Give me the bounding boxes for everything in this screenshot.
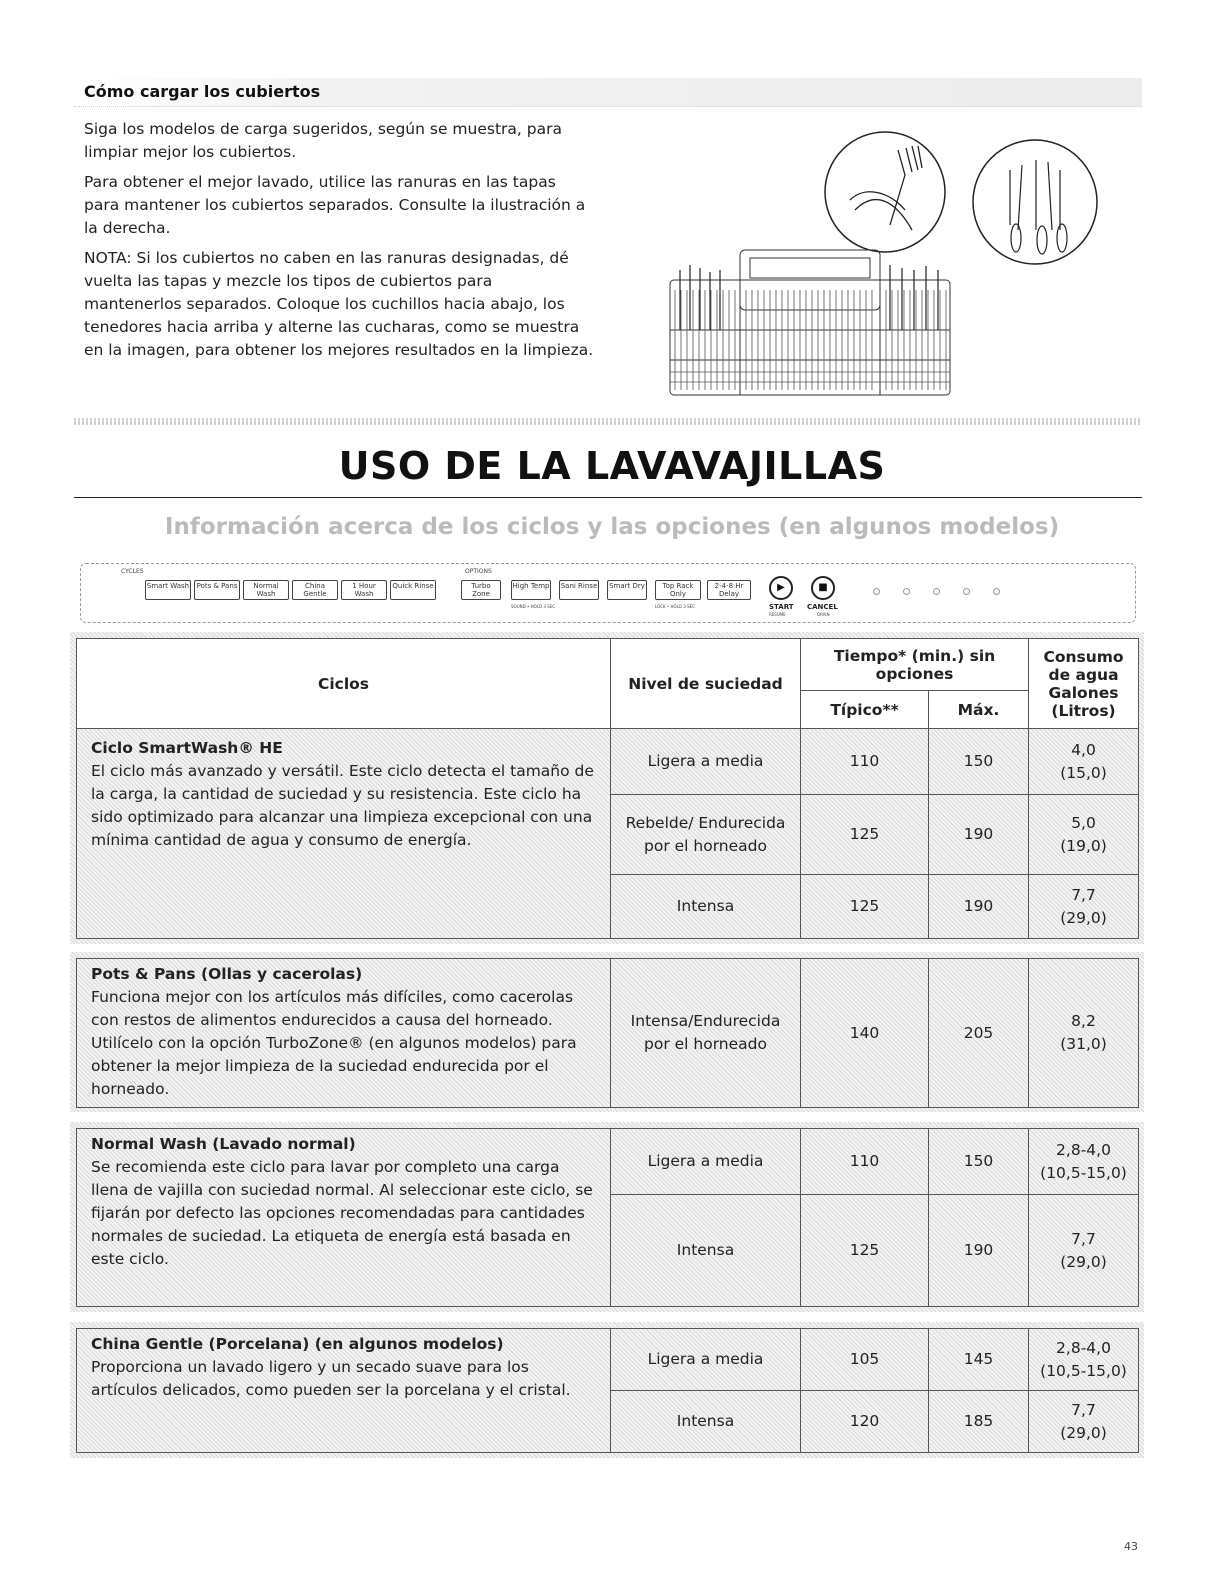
table-row <box>77 729 1139 795</box>
quick-rinse-button: Quick Rinse <box>390 580 436 600</box>
water-cell <box>1029 729 1139 795</box>
max-time-cell: 190 <box>929 875 1029 939</box>
water-liters: (19,0) <box>1060 836 1107 855</box>
water-gallons: 7,7 <box>1071 1229 1096 1248</box>
soil-level-cell: Intensa <box>611 1195 801 1307</box>
cutlery-heading: Cómo cargar los cubiertos <box>84 82 321 101</box>
cycle-description-cell <box>77 1129 611 1307</box>
header-time: Tiempo* (min.) sin opciones <box>801 639 1029 691</box>
lock-hold-label: LOCK • HOLD 3 SEC <box>655 604 695 609</box>
water-liters: (10,5-15,0) <box>1040 1361 1127 1380</box>
cycles-table-normal-wash <box>76 1128 1139 1307</box>
pots-pans-button: Pots & Pans <box>194 580 240 600</box>
soil-level-cell: Ligera a media <box>611 1329 801 1391</box>
header-cycles: Ciclos <box>77 639 611 729</box>
start-sub-label: RESUME <box>769 612 786 617</box>
cycle-description-cell <box>77 1329 611 1453</box>
cancel-label: CANCEL <box>807 603 838 611</box>
options-label: OPTIONS <box>465 568 492 575</box>
smart-dry-button: Smart Dry <box>607 580 647 600</box>
typical-time-cell: 105 <box>801 1329 929 1391</box>
page-title: USO DE LA LAVAVAJILLAS <box>338 444 886 488</box>
cycle-description-cell <box>77 959 611 1108</box>
water-cell <box>1029 1195 1139 1307</box>
table-row <box>77 1129 1139 1195</box>
cutlery-note <box>84 247 594 362</box>
status-light <box>933 588 940 595</box>
typical-time-cell: 125 <box>801 795 929 875</box>
normal-wash-button: Normal Wash <box>243 580 289 600</box>
cutlery-paragraph-1: Siga los modelos de carga sugeridos, según se muestra, para limpiar mejor los cubiertos. <box>84 120 562 161</box>
water-liters: (15,0) <box>1060 763 1107 782</box>
title-rule <box>74 497 1142 498</box>
control-panel-illustration <box>80 563 1136 623</box>
water-liters: (29,0) <box>1060 908 1107 927</box>
table-row <box>77 1329 1139 1391</box>
sound-hold-label: SOUND • HOLD 3 SEC <box>511 604 556 609</box>
turbo-zone-button: Turbo Zone <box>461 580 501 600</box>
soil-level-cell: Intensa <box>611 1391 801 1453</box>
status-light <box>903 588 910 595</box>
water-liters: (29,0) <box>1060 1423 1107 1442</box>
max-time-cell: 150 <box>929 729 1029 795</box>
water-cell <box>1029 875 1139 939</box>
cycles-table-china-gentle <box>76 1328 1139 1453</box>
soil-level-cell: Intensa/Endurecida por el horneado <box>611 959 801 1108</box>
cutlery-section-header <box>74 78 1142 107</box>
water-cell <box>1029 1329 1139 1391</box>
high-temp-button: High Temp <box>511 580 551 600</box>
water-liters: (29,0) <box>1060 1252 1107 1271</box>
water-gallons: 2,8-4,0 <box>1056 1338 1111 1357</box>
top-rack-only-button: Top Rack Only <box>655 580 701 600</box>
start-label: START <box>769 603 794 611</box>
max-time-cell: 190 <box>929 795 1029 875</box>
status-light <box>993 588 1000 595</box>
delay-button: 2-4-8 Hr Delay <box>707 580 751 600</box>
cycle-description-cell <box>77 729 611 939</box>
soil-level-cell: Ligera a media <box>611 729 801 795</box>
cycle-name: Pots & Pans (Ollas y cacerolas) <box>91 965 363 983</box>
cutlery-basket-illustration <box>650 130 1120 410</box>
smart-wash-button: Smart Wash <box>145 580 191 600</box>
header-max: Máx. <box>929 691 1029 729</box>
water-gallons: 4,0 <box>1071 740 1096 759</box>
table-row <box>77 959 1139 1108</box>
cycles-table-smartwash <box>76 638 1139 939</box>
note-label: NOTA: <box>84 249 132 267</box>
water-gallons: 2,8-4,0 <box>1056 1140 1111 1159</box>
typical-time-cell: 110 <box>801 1129 929 1195</box>
max-time-cell: 190 <box>929 1195 1029 1307</box>
cancel-sub-label: DRAIN <box>817 612 830 617</box>
water-cell <box>1029 795 1139 875</box>
water-gallons: 7,7 <box>1071 1400 1096 1419</box>
max-time-cell: 185 <box>929 1391 1029 1453</box>
cycle-name: China Gentle (Porcelana) (en algunos modelos) <box>91 1335 504 1353</box>
china-gentle-button: China Gentle <box>292 580 338 600</box>
cycles-label: CYCLES <box>121 568 144 575</box>
cycle-name: Normal Wash (Lavado normal) <box>91 1135 356 1153</box>
status-light <box>873 588 880 595</box>
water-gallons: 5,0 <box>1071 813 1096 832</box>
cutlery-instructions <box>84 118 594 369</box>
cycle-description: El ciclo más avanzado y versátil. Este ciclo detecta el tamaño de la carga, la cantidad de suciedad y su resistencia. Este ciclo ha sido optimizado para alcanzar una limpieza excepcional con una mínima cantidad de agua y consumo de energía. <box>91 762 594 849</box>
water-gallons: 8,2 <box>1071 1012 1096 1030</box>
typical-time-cell: 125 <box>801 875 929 939</box>
typical-time-cell: 120 <box>801 1391 929 1453</box>
header-typical: Típico** <box>801 691 929 729</box>
play-icon: ▶ <box>769 576 793 600</box>
typical-time-cell: 140 <box>801 959 929 1108</box>
note-text: Si los cubiertos no caben en las ranuras designadas, dé vuelta las tapas y mezcle los tipos de cubiertos para mantenerlos separados. Coloque los cuchillos hacia abajo, los tenedores hacia arriba y alterne las cucharas, como se muestra en la imagen, para obtener los mejores resultados en la limpieza. <box>84 249 594 359</box>
water-cell <box>1029 1391 1139 1453</box>
header-soil-level: Nivel de suciedad <box>611 639 801 729</box>
cutlery-paragraph-2: Para obtener el mejor lavado, utilice las ranuras en las tapas para mantener los cubiertos separados. Consulte la ilustración a la derecha. <box>84 173 586 237</box>
status-light <box>963 588 970 595</box>
water-gallons: 7,7 <box>1071 885 1096 904</box>
water-cell <box>1029 959 1139 1108</box>
sani-rinse-button: Sani Rinse <box>559 580 599 600</box>
section-subtitle: Información acerca de los ciclos y las opciones (en algunos modelos) <box>164 514 1060 540</box>
water-cell <box>1029 1129 1139 1195</box>
soil-level-cell: Ligera a media <box>611 1129 801 1195</box>
soil-level-cell: Rebelde/ Endurecida por el horneado <box>611 795 801 875</box>
cycle-description: Proporciona un lavado ligero y un secado suave para los artículos delicados, como pueden ser la porcelana y el cristal. <box>91 1358 571 1399</box>
soil-level-cell: Intensa <box>611 875 801 939</box>
water-liters: (31,0) <box>1060 1035 1107 1053</box>
cycle-name: Ciclo SmartWash® HE <box>91 739 283 757</box>
max-time-cell: 145 <box>929 1329 1029 1391</box>
one-hour-wash-button: 1 Hour Wash <box>341 580 387 600</box>
typical-time-cell: 110 <box>801 729 929 795</box>
max-time-cell: 205 <box>929 959 1029 1108</box>
page-number: 43 <box>1124 1540 1138 1553</box>
cycles-table-pots-pans <box>76 958 1139 1108</box>
typical-time-cell: 125 <box>801 1195 929 1307</box>
section-divider <box>74 418 1142 425</box>
header-water: Consumo de agua Galones (Litros) <box>1029 639 1139 729</box>
water-liters: (10,5-15,0) <box>1040 1163 1127 1182</box>
cycle-description: Funciona mejor con los artículos más difíciles, como cacerolas con restos de alimentos endurecidos a causa del horneado. Utilícelo con la opción TurboZone® (en algunos modelos) para obtener la mejor limpieza de la suciedad endurecida por el horneado. <box>91 988 577 1098</box>
stop-icon: ■ <box>811 576 835 600</box>
max-time-cell: 150 <box>929 1129 1029 1195</box>
cycle-description: Se recomienda este ciclo para lavar por completo una carga llena de vajilla con suciedad normal. Al seleccionar este ciclo, se fijarán por defecto las opciones recomendadas para cantidades normales de suciedad. La etiqueta de energía está basada en este ciclo. <box>91 1158 593 1268</box>
